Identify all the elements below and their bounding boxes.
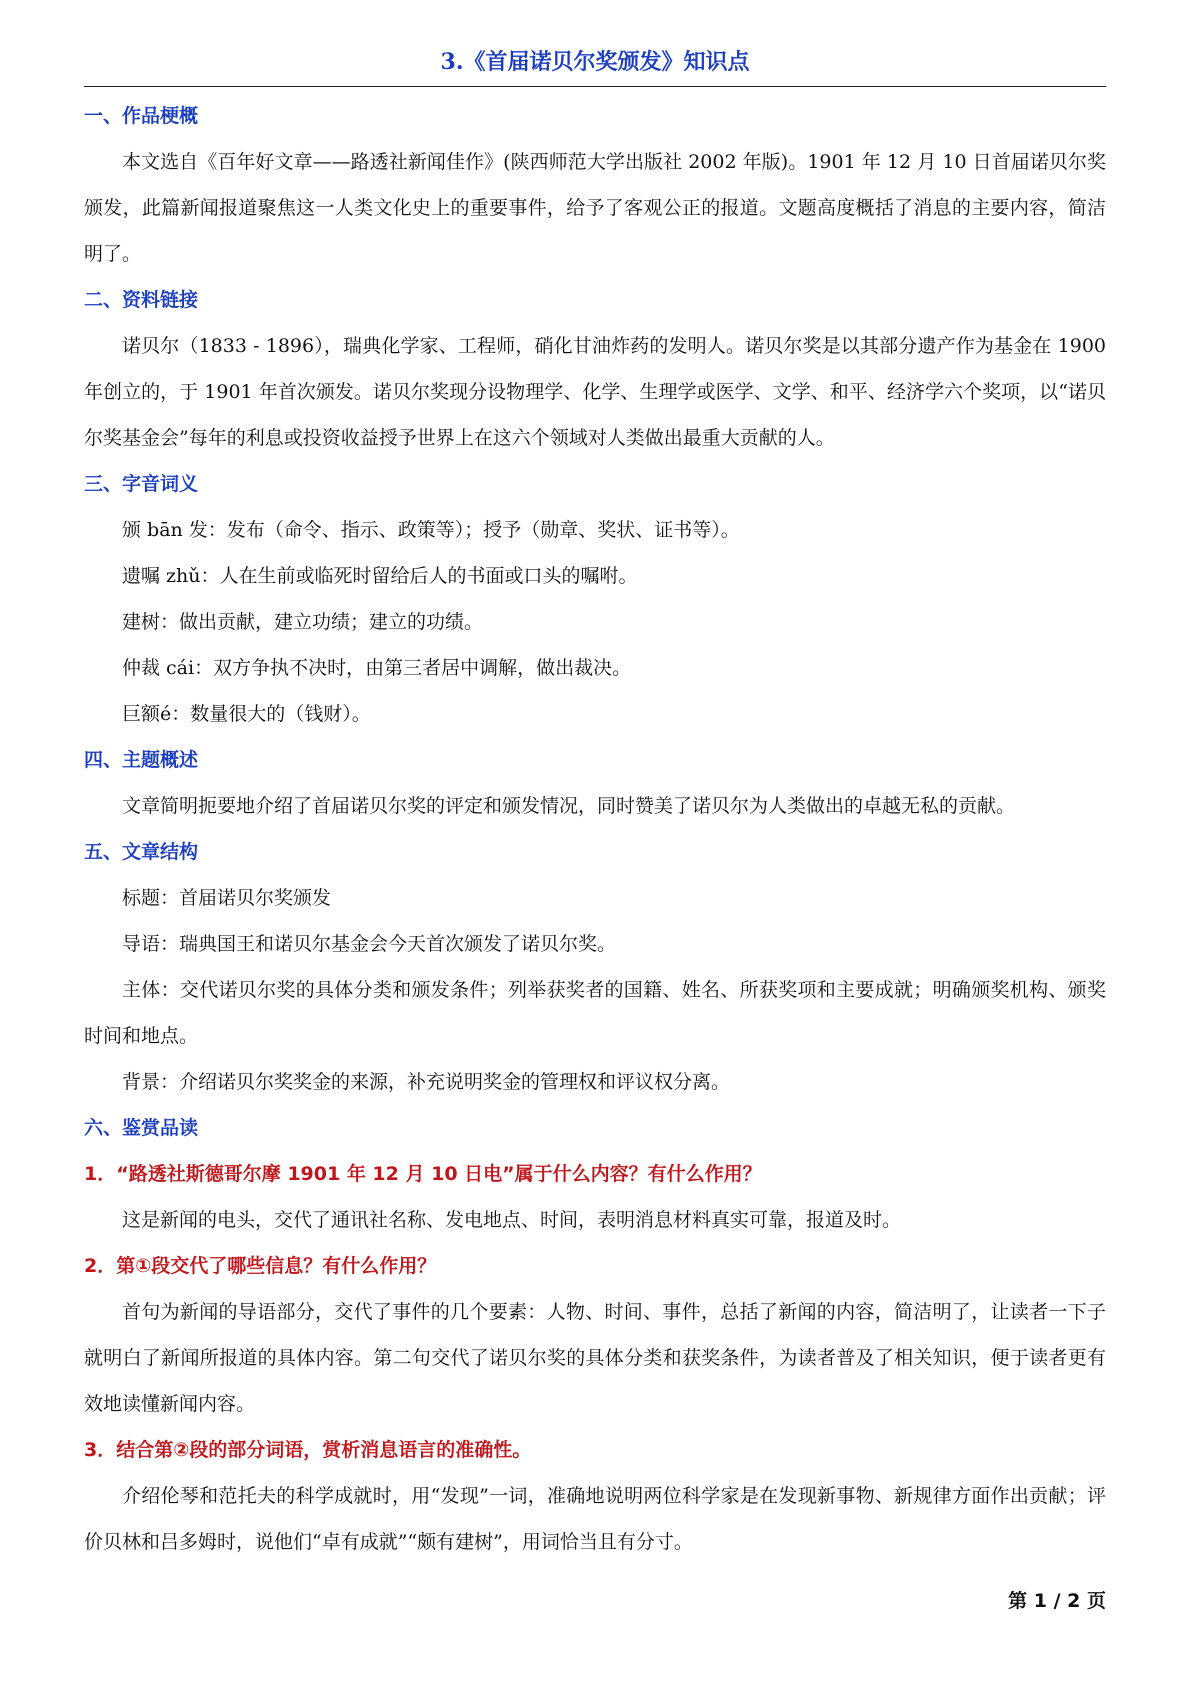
vocabulary-item: 颁 bān 发：发布（命令、指示、政策等）；授予（勋章、奖状、证书等）。: [122, 519, 740, 541]
section-heading-vocabulary: 三、字音词义: [84, 473, 199, 495]
section-heading-summary: 一、作品梗概: [84, 105, 199, 127]
section-heading-background: 二、资料链接: [84, 289, 199, 311]
question-1: 1．“路透社斯德哥尔摩 1901 年 12 月 10 日电”属于什么内容？有什么作用？: [84, 1163, 762, 1185]
vocabulary-item: 仲裁 cái：双方争执不决时，由第三者居中调解，做出裁决。: [122, 657, 632, 679]
answer-2: 首句为新闻的导语部分，交代了事件的几个要素：人物、时间、事件，总括了新闻的内容，简洁明了，让读者一下子就明白了新闻所报道的具体内容。第二句交代了诺贝尔奖的具体分类和获奖条件，为读者普及了相关知识，便于读者更有效地读懂新闻内容。: [84, 1301, 1106, 1415]
document-title: 3.《首届诺贝尔奖颁发》知识点: [440, 49, 750, 75]
vocabulary-item: 巨额é：数量很大的（钱财）。: [122, 703, 371, 725]
section-heading-appreciation: 六、鉴赏品读: [84, 1117, 199, 1139]
theme-paragraph: 文章简明扼要地介绍了首届诺贝尔奖的评定和颁发情况，同时赞美了诺贝尔为人类做出的卓越无私的贡献。: [122, 795, 1016, 817]
background-paragraph: 诺贝尔（1833 - 1896），瑞典化学家、工程师，硝化甘油炸药的发明人。诺贝尔奖是以其部分遗产作为基金在 1900 年创立的，于 1901 年首次颁发。诺贝尔奖现分设物理学、化学、生理学或医学、文学、和平、经济学六个奖项，以“诺贝尔奖基金会”每年的利息或投资收益授予世界上在这六个领域对人类做出最重大贡献的人。: [84, 335, 1106, 449]
section-heading-theme: 四、主题概述: [84, 749, 199, 771]
structure-item: 标题：首届诺贝尔奖颁发: [122, 887, 332, 909]
answer-1: 这是新闻的电头，交代了通讯社名称、发电地点、时间，表明消息材料真实可靠，报道及时。: [122, 1209, 902, 1231]
vocabulary-item: 建树：做出贡献，建立功绩；建立的功绩。: [122, 611, 484, 633]
structure-item: 背景：介绍诺贝尔奖奖金的来源，补充说明奖金的管理权和评议权分离。: [122, 1071, 731, 1093]
structure-item: 主体：交代诺贝尔奖的具体分类和颁发条件；列举获奖者的国籍、姓名、所获奖项和主要成就；明确颁奖机构、颁奖时间和地点。: [84, 979, 1106, 1047]
title-divider: [84, 86, 1106, 87]
answer-3: 介绍伦琴和范托夫的科学成就时，用“发现”一词，准确地说明两位科学家是在发现新事物、新规律方面作出贡献；评价贝林和吕多姆时，说他们“卓有成就”“颇有建树”，用词恰当且有分寸。: [84, 1485, 1106, 1553]
vocabulary-item: 遗嘱 zhǔ：人在生前或临死时留给后人的书面或口头的嘱咐。: [122, 565, 638, 587]
question-3: 3．结合第②段的部分词语，赏析消息语言的准确性。: [84, 1439, 532, 1461]
structure-item: 导语：瑞典国王和诺贝尔基金会今天首次颁发了诺贝尔奖。: [122, 933, 617, 955]
question-2: 2．第①段交代了哪些信息？有什么作用？: [84, 1255, 437, 1277]
section-heading-structure: 五、文章结构: [84, 841, 199, 863]
summary-paragraph: 本文选自《百年好文章——路透社新闻佳作》(陕西师范大学出版社 2002 年版)。1901 年 12 月 10 日首届诺贝尔奖颁发，此篇新闻报道聚焦这一人类文化史上的重要事件，给予了客观公正的报道。文题高度概括了消息的主要内容，简洁明了。: [84, 151, 1106, 265]
document-page: [84, 44, 1106, 1565]
page-number: 第 1 / 2 页: [1008, 1590, 1106, 1612]
